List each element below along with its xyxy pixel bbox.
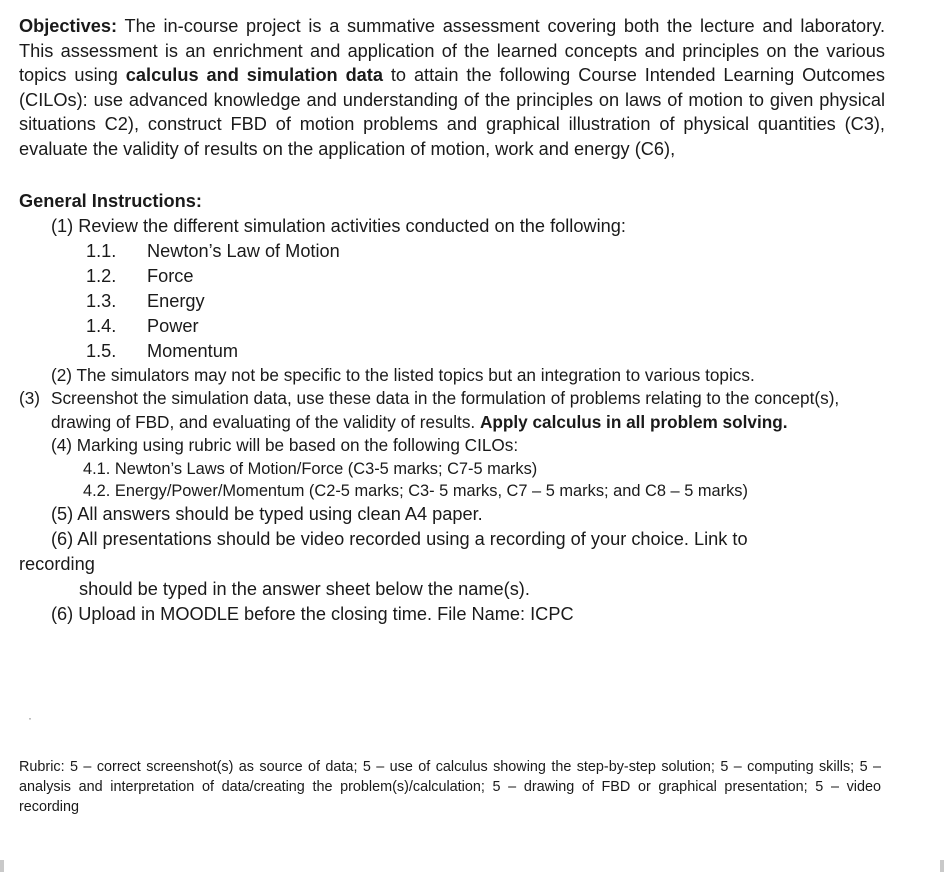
instruction-5: (5) All answers should be typed using clean A4 paper. [51,504,483,525]
topic-label: Force [147,265,194,286]
instruction-6a: (6) All presentations should be video recorded using a recording of your choice. Link to [51,529,748,550]
instruction-3-bold: Apply calculus in all problem solving. [479,411,788,432]
topic-number: 1.1. [86,240,117,261]
instruction-4: (4) Marking using rubric will be based on the following CILOs: [51,435,519,456]
document-body [19,14,885,627]
stray-mark: · [28,711,32,725]
general-instructions-heading: General Instructions: [19,190,202,211]
topic-number: 1.3. [86,290,117,311]
instruction-6a-continuation-2: should be typed in the answer sheet below the name(s). [79,579,530,600]
instruction-2: (2) The simulators may not be specific to the listed topics but an integration to various topics. [51,364,755,385]
topic-label: Power [147,315,199,336]
instruction-1: (1) Review the different simulation activities conducted on the following: [51,215,626,236]
objectives-text-b: to attain the following Course Intended Learning Outcomes (CILOs): use advanced knowledge and understanding of the principles on laws of motion to given physical situations C2), construct FBD of motion problems and graphical illustration of physical quantities (C3), evaluate the validity of results on the application of motion, work and energy (C6), [19,65,885,159]
criteria-item: 4.1. Newton’s Laws of Motion/Force (C3-5 marks; C7-5 marks) [83,459,538,478]
topic-number: 1.4. [86,315,117,336]
page-edge-right [940,860,944,872]
instruction-3-text: Screenshot the simulation data, use these data in the formulation of problems relating to the concept(s), drawing of FBD, and evaluating of the validity of results. [51,388,840,432]
instruction-6b: (6) Upload in MOODLE before the closing time. File Name: ICPC [51,604,574,625]
topic-item [19,289,885,314]
instruction-3-number: (3) [19,388,41,409]
topic-item [19,314,885,339]
objectives-bold-calculus: calculus and simulation data [125,65,383,86]
topic-list [19,239,885,364]
page-edge-left [0,860,4,872]
topic-item [19,264,885,289]
topic-label: Momentum [147,340,238,361]
topic-number: 1.2. [86,265,117,286]
topic-item [19,239,885,264]
topic-label: Newton’s Law of Motion [147,240,340,261]
topic-label: Energy [147,290,205,311]
objectives-label: Objectives: [19,16,118,36]
criteria-item: 4.2. Energy/Power/Momentum (C2-5 marks; C3- 5 marks, C7 – 5 marks; and C8 – 5 marks) [83,482,748,501]
instruction-6a-continuation: recording [19,554,95,575]
objectives-text-a: The in-course project is a summative assessment covering both the lecture and laboratory. This assessment is an enrichment and application of the learned concepts and principles on the various topics using [19,16,885,86]
topic-number: 1.5. [86,340,117,361]
topic-item [19,339,885,364]
instruction-3 [19,387,885,434]
objectives-paragraph [19,14,885,162]
rubric-paragraph: Rubric: 5 – correct screenshot(s) as source of data; 5 – use of calculus showing the step-by-step solution; 5 – computing skills; 5 – analysis and interpretation of data/creating the problem(s)/calculation; 5 – drawing of FBD or graphical presentation; 5 – video recording [19,759,881,815]
